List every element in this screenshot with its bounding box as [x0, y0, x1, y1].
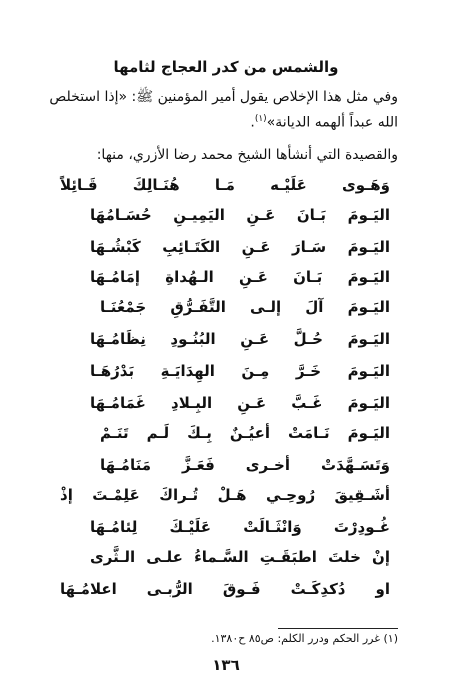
verse-line: وَتَسَـهَّدَتْ أخـرى فَعَـزَّ مَنَامُـهَا — [100, 456, 390, 474]
verse-line: اليَـومَ بَـانَ عَـنِ الـهُداةِ إمَامُـهَا — [90, 268, 390, 286]
verse-line: اليَـومَ غَـبَّ عَـنِ البِـلادِ غَمَامُـهَا — [90, 394, 390, 412]
verse-line: وَهَـوى عَلَيْـه مَـا هُنَـالِكَ قَـائِلاً — [60, 176, 390, 194]
verse-line: إنْ خلتَ اطبَقَـتِ السَّـماءُ علـى الـثَّرى — [90, 548, 390, 566]
verse-line: اليَـومَ سَـارَ عَـنِ الكَتَـائِبِ كَبْشُـهَا — [90, 238, 390, 256]
page-title: والشمس من كدر العجاج لثامها — [113, 58, 339, 76]
verse-line: اليَـومَ نَـامَتْ أعيُـنٌ بِـكَ لَـم تَنَـمْ — [100, 424, 390, 442]
paragraph-quote: وفي مثل هذا الإخلاص يقول أمير المؤمنين ﷺ: «إذا استخلص الله عبداً ألهمه الديانة»$^{(١)}$. — [49, 89, 398, 131]
verse-line: اليَـومَ حُـلَّ عَـنِ البُنُـودِ نِظَامُـهَا — [90, 330, 390, 348]
paragraph-text: وفي مثل هذا الإخلاص يقول أمير المؤمنين ﷺ: «إذا استخلص الله عبداً ألهمه الديانة» — [49, 89, 398, 131]
verse-line: اليَـومَ بَـانَ عَـنِ اليَمِيـنِ حُسَـامُهَا — [90, 206, 390, 224]
page-number: ١٣٦ — [212, 656, 240, 674]
verse-line: او دُكدِكَـتْ فَـوقَ الرُّبـى اعلامُـهَا — [60, 580, 390, 598]
verse-line: اليَـومَ آلَ إلـى التَّفَـرُّقِ جَمْعُنَـا — [100, 298, 390, 316]
footnote-divider — [278, 628, 398, 629]
footnote: (١) غرر الحكم ودرر الكلم: ص٨٥ ح١٣٨٠. — [211, 632, 398, 645]
footnote-ref: (١) — [254, 114, 267, 124]
verse-line: أشَـقِيقَ رُوحِـي هَـلْ تُـراكَ عَلِمْـتَ إذْ — [60, 486, 390, 504]
verse-line: اليَـومَ خَـرَّ مِـنَ الهِدَايَـةِ بَدْرُهَـا — [90, 362, 390, 380]
paragraph-intro: والقصيدة التي أنشأها الشيخ محمد رضا الأزري، منها: — [96, 147, 398, 163]
verse-line: غُـودِرْتَ وَانْثَـالَتْ عَلَيْـكَ لِئامُـهَا — [90, 518, 390, 536]
